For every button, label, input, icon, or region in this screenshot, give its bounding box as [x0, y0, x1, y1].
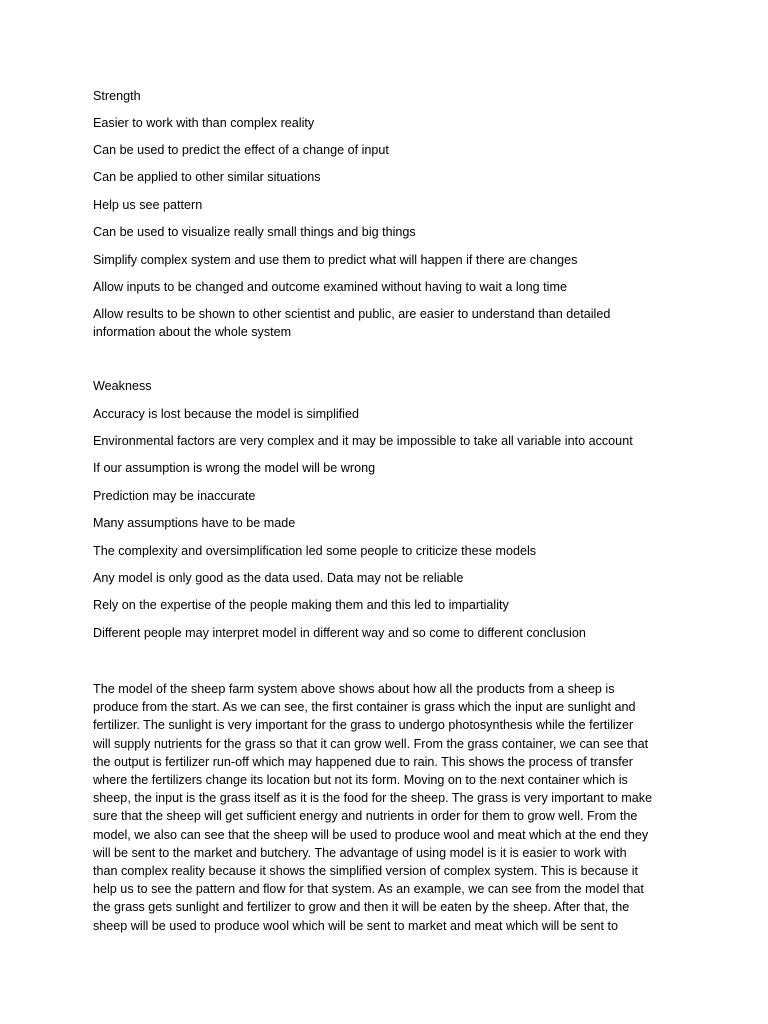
- weakness-item: Accuracy is lost because the model is simplified: [93, 407, 359, 421]
- strength-heading: Strength: [93, 89, 141, 103]
- paragraph-line: help us to see the pattern and flow for that system. As an example, we can see from the model that: [93, 882, 644, 897]
- weakness-item: Many assumptions have to be made: [93, 516, 296, 530]
- paragraph-line: sheep will be used to produce wool which will be sent to market and meat which will be sent to: [93, 918, 619, 933]
- strength-item: Allow inputs to be changed and outcome examined without having to wait a long time: [93, 280, 567, 294]
- paragraph-line: will be sent to the market and butchery. The advantage of using model is it is easier to work with: [93, 845, 627, 860]
- weakness-item: Any model is only good as the data used. Data may not be reliable: [93, 571, 464, 585]
- paragraph-line: will supply nutrients for the grass so that it can grow well. From the grass container, we can see that: [93, 736, 649, 751]
- paragraph-line: sure that the sheep will get sufficient energy and nutrients in order for them to grow well. From the: [93, 809, 638, 824]
- paragraph-line: model, we also can see that the sheep will be used to produce wool and meat which at the end they: [93, 827, 649, 842]
- strength-item: Allow results to be shown to other scientist and public, are easier to understand than detailed: [93, 307, 611, 321]
- paragraph-line: The model of the sheep farm system above shows about how all the products from a sheep is: [93, 682, 615, 696]
- strength-item: information about the whole system: [93, 325, 292, 339]
- strength-item: Can be used to visualize really small things and big things: [93, 225, 416, 239]
- strength-item: Easier to work with than complex reality: [93, 116, 315, 130]
- strength-item: Simplify complex system and use them to predict what will happen if there are changes: [93, 253, 578, 267]
- weakness-item: Environmental factors are very complex and it may be impossible to take all variable into account: [93, 434, 633, 448]
- strength-item: Help us see pattern: [93, 198, 203, 212]
- paragraph-line: the grass gets sunlight and fertilizer to grow and then it will be eaten by the sheep. After that, the: [93, 900, 630, 915]
- weakness-item: Rely on the expertise of the people making them and this led to impartiality: [93, 598, 509, 612]
- paragraph-line: than complex reality because it shows the simplified version of complex system. This is because it: [93, 864, 639, 879]
- paragraph-line: fertilizer. The sunlight is very important for the grass to undergo photosynthesis while the fertilizer: [93, 718, 634, 733]
- paragraph-line: sheep, the input is the grass itself as it is the food for the sheep. The grass is very important to make: [93, 791, 653, 806]
- paragraph-line: produce from the start. As we can see, the first container is grass which the input are sunlight and: [93, 700, 636, 715]
- strength-item: Can be applied to other similar situations: [93, 170, 321, 184]
- weakness-item: The complexity and oversimplification led some people to criticize these models: [93, 544, 537, 558]
- body-paragraph: [93, 680, 673, 935]
- weakness-heading: Weakness: [93, 379, 152, 393]
- weakness-item: Prediction may be inaccurate: [93, 489, 256, 503]
- strength-item: Can be used to predict the effect of a change of input: [93, 143, 389, 157]
- paragraph-line: where the fertilizers change its location but not its form. Moving on to the next container which is: [93, 773, 628, 788]
- weakness-item: If our assumption is wrong the model will be wrong: [93, 461, 376, 475]
- paragraph-line: the output is fertilizer run-off which may happened due to rain. This shows the process of transfer: [93, 754, 633, 769]
- weakness-item: Different people may interpret model in different way and so come to different conclusion: [93, 626, 586, 640]
